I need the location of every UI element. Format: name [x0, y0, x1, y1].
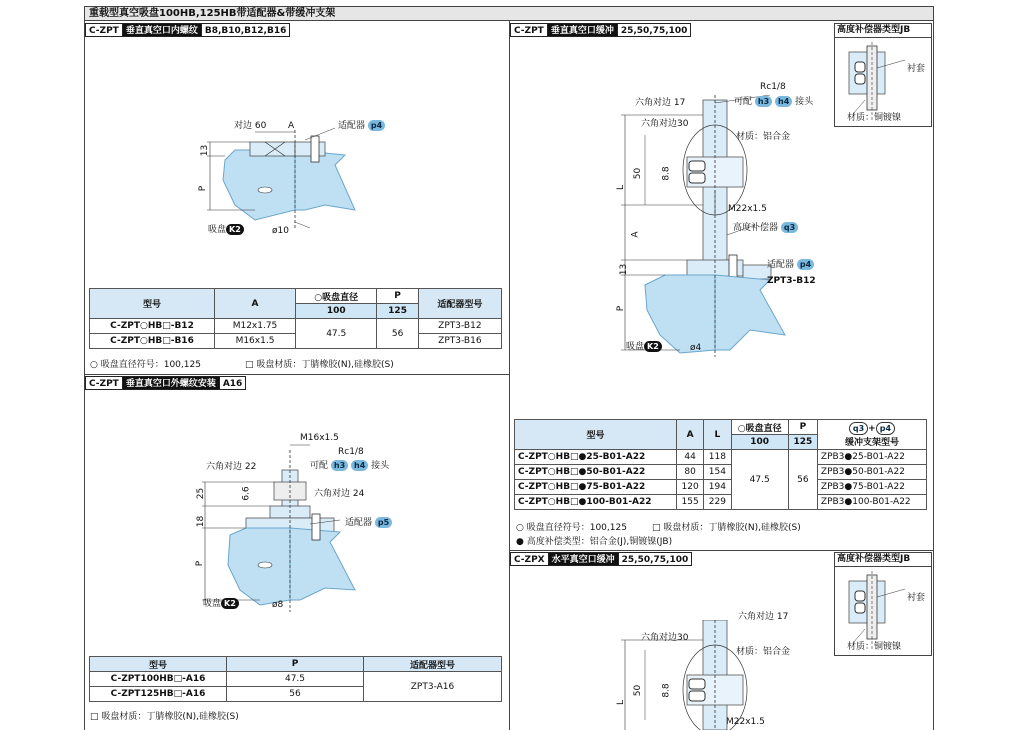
- section3-tag: [510, 23, 691, 37]
- s1-th-model: 型号: [90, 289, 215, 319]
- table-row: C-ZPT○HB□●50-B01-A22: [515, 465, 677, 480]
- section4-desc: 水平真空口缓冲: [549, 553, 618, 565]
- section2-desc: 垂直真空口外螺纹安装: [123, 377, 219, 389]
- s2-h4-icon: h4: [351, 460, 368, 471]
- s1-pad-label: [208, 224, 244, 236]
- table-row: C-ZPT125HB□-A16: [90, 687, 227, 702]
- s3-zpt-label: ZPT3-B12: [767, 276, 816, 286]
- s3-th-model: 型号: [515, 420, 677, 450]
- s3-adapter-label: [767, 259, 814, 271]
- s2-p-label: P: [195, 560, 206, 567]
- s1-th-p: P: [377, 289, 418, 304]
- table-row: C-ZPT○HB□●100-B01-A22: [515, 495, 677, 510]
- section3-desc: 垂直真空口缓冲: [548, 24, 617, 36]
- s3-hex17-label: 六角对边 17: [635, 98, 686, 108]
- s3-th-bracket: [817, 420, 926, 450]
- s2-phi-label: ø8: [272, 600, 284, 610]
- s3-q3p4: [821, 422, 923, 435]
- s4-jb-box: [834, 552, 932, 656]
- s3-jb-box: [834, 23, 932, 127]
- table-row: C-ZPT○HB□-B12: [90, 319, 215, 334]
- s3-q3-icon: q3: [781, 222, 798, 233]
- s3-cell-a4: 155: [677, 495, 704, 510]
- s2-table: [89, 656, 502, 702]
- s4-l-label: L: [616, 699, 627, 706]
- s1-th-dia: ○吸盘直径: [296, 289, 377, 304]
- s1-th-a: A: [215, 289, 296, 319]
- s3-cell-l4: 229: [704, 495, 731, 510]
- s4-hex30-label: 六角对边30: [641, 633, 689, 643]
- s3-joint-label: [734, 96, 813, 108]
- s3-cell-a2: 80: [677, 465, 704, 480]
- s2-pad-label: [203, 598, 239, 610]
- section4-variants: 25,50,75,100: [618, 553, 692, 565]
- s1-th-125: 125: [377, 304, 418, 319]
- s3-dim13: 13: [619, 263, 630, 276]
- s3-possible-text: 可配: [734, 97, 753, 107]
- s3-h4-icon: h4: [775, 96, 792, 107]
- s1-adapter-text: 适配器: [338, 121, 366, 131]
- s1-k2-icon: K2: [226, 224, 244, 235]
- s3-th-100: 100: [731, 435, 788, 450]
- s3-l-label: L: [616, 184, 627, 191]
- s1-th-adapter: 适配器型号: [418, 289, 501, 319]
- table-row: C-ZPT100HB□-A16: [90, 672, 227, 687]
- s1-cell-adapter1: ZPT3-B12: [418, 319, 501, 334]
- s1-a-label: A: [288, 121, 295, 131]
- s3-jb-material: 材质：铜镀镍: [847, 113, 902, 123]
- s1-cell-p125: 56: [377, 319, 418, 349]
- s3-table: [514, 419, 927, 510]
- s2-pad-text: 吸盘: [203, 599, 222, 609]
- s3-comp-label: [733, 222, 798, 234]
- s2-note1: □ 吸盘材质：丁腈橡胶(N),硅橡胶(S): [90, 712, 239, 722]
- s3-comp-text: 高度补偿器: [733, 223, 779, 233]
- section2-variants: A16: [219, 377, 246, 389]
- s1-p-label: P: [198, 185, 209, 192]
- s3-jb-title: 高度补偿器类型JB: [835, 24, 931, 38]
- s3-adapter-text: 适配器: [767, 260, 795, 270]
- s3-cell-p125: 56: [788, 450, 817, 510]
- s2-p5-icon: p5: [375, 517, 392, 528]
- s3-rc-label: Rc1/8: [760, 82, 786, 92]
- section3-variants: 25,50,75,100: [617, 24, 691, 36]
- section1-tag: [85, 23, 290, 37]
- s3-phi-label: ø4: [690, 343, 702, 353]
- s3-joint-text: 接头: [795, 97, 814, 107]
- s2-hex24-label: 六角对边 24: [314, 489, 365, 499]
- s2-joint-label: [310, 460, 389, 472]
- s3-note3: ● 高度补偿类型：铝合金(J),铜镀镍(JB): [516, 537, 673, 547]
- s3-th-p: P: [788, 420, 817, 435]
- s1-cell-adapter2: ZPT3-B16: [418, 334, 501, 349]
- s1-cell-a1: M12x1.75: [215, 319, 296, 334]
- s1-p4-icon: p4: [368, 120, 385, 131]
- s3-th-125: 125: [788, 435, 817, 450]
- s3-note2: □ 吸盘材质：丁腈橡胶(N),硅橡胶(S): [652, 523, 801, 533]
- section3-code: C-ZPT: [511, 24, 548, 36]
- s3-th-bracket-text: 缓冲支架型号: [844, 437, 899, 448]
- section-divider-left: [85, 374, 509, 375]
- s3-cell-br2: ZPB3●50-B01-A22: [817, 465, 926, 480]
- s3-cell-a1: 44: [677, 450, 704, 465]
- s3-cell-br4: ZPB3●100-B01-A22: [817, 495, 926, 510]
- table-row: C-ZPT○HB□●75-B01-A22: [515, 480, 677, 495]
- s1-cell-p100: 47.5: [296, 319, 377, 349]
- s2-dim25: 25: [196, 487, 207, 500]
- s4-dim50: 50: [633, 684, 644, 697]
- s4-mat-label: 材质：铝合金: [736, 647, 791, 657]
- column-divider: [509, 21, 510, 730]
- s3-k2-icon: K2: [644, 341, 662, 352]
- s3-dim50: 50: [633, 167, 644, 180]
- s4-jb-sleeve: 衬套: [907, 593, 926, 603]
- table-row: C-ZPT○HB□●25-B01-A22: [515, 450, 677, 465]
- s1-adapter-label: [338, 120, 385, 132]
- section1-variants: B8,B10,B12,B16: [201, 24, 290, 36]
- s2-adapter-text: 适配器: [345, 518, 373, 528]
- s3-th-plus: +: [868, 423, 876, 434]
- section1-desc: 垂直真空口内螺纹: [123, 24, 201, 36]
- s3-th-a: A: [677, 420, 704, 450]
- page-title: 重载型真空吸盘100HB,125HB带适配器&带缓冲支架: [85, 7, 933, 21]
- s3-note1: ○ 吸盘直径符号：100,125: [516, 523, 627, 533]
- s4-jb-material: 材质：铜镀镍: [847, 642, 902, 652]
- s1-pad-text: 吸盘: [208, 225, 227, 235]
- s2-joint-text: 接头: [371, 461, 390, 471]
- s3-pad-label: [626, 341, 662, 353]
- table-row: C-ZPT○HB□-B16: [90, 334, 215, 349]
- s1-table: [89, 288, 502, 349]
- s2-cell-adapter: ZPT3-A16: [364, 672, 502, 702]
- s2-th-model: 型号: [90, 657, 227, 672]
- s2-cell-p2: 56: [227, 687, 364, 702]
- section2-code: C-ZPT: [86, 377, 123, 389]
- s3-dim88: 8.8: [661, 166, 672, 181]
- s3-th-l: L: [704, 420, 731, 450]
- s3-cell-p100: 47.5: [731, 450, 788, 510]
- s2-th-adapter: 适配器型号: [364, 657, 502, 672]
- s2-k2-icon: K2: [221, 598, 239, 609]
- s2-h3-icon: h3: [331, 460, 348, 471]
- s3-cell-a3: 120: [677, 480, 704, 495]
- s3-p4-icon: p4: [797, 259, 814, 270]
- section2-tag: [85, 376, 246, 390]
- s2-cell-p1: 47.5: [227, 672, 364, 687]
- s3-cell-br1: ZPB3●25-B01-A22: [817, 450, 926, 465]
- s1-note2: □ 吸盘材质：丁腈橡胶(N),硅橡胶(S): [245, 360, 394, 370]
- s3-p-label: P: [616, 305, 627, 312]
- s3-hex30-label: 六角对边30: [641, 119, 689, 129]
- s1-note1: ○ 吸盘直径符号：100,125: [90, 360, 201, 370]
- s2-hex22-label: 六角对边 22: [206, 462, 257, 472]
- s2-rc-label: Rc1/8: [338, 447, 364, 457]
- s3-jb-sleeve: 衬套: [907, 64, 926, 74]
- s2-adapter-label: [345, 517, 392, 529]
- s3-mat-label: 材质：铝合金: [736, 132, 791, 142]
- s2-m16-label: M16x1.5: [300, 433, 339, 443]
- s1-phi-label: ø10: [272, 226, 289, 236]
- s3-cell-l1: 118: [704, 450, 731, 465]
- s2-th-p: P: [227, 657, 364, 672]
- s1-cell-a2: M16x1.5: [215, 334, 296, 349]
- s1-hex-label: 对边 60: [234, 121, 267, 131]
- s4-m22-label: M22x1.5: [726, 717, 765, 727]
- s4-jb-title: 高度补偿器类型JB: [835, 553, 931, 567]
- s2-dim66: 6.6: [241, 486, 252, 501]
- s3-cell-l3: 194: [704, 480, 731, 495]
- s2-possible-text: 可配: [310, 461, 329, 471]
- s3-th-dia: ○吸盘直径: [731, 420, 788, 435]
- s3-pad-text: 吸盘: [626, 342, 645, 352]
- s3-m22-label: M22x1.5: [728, 204, 767, 214]
- s1-th-100: 100: [296, 304, 377, 319]
- section-divider-right: [510, 550, 934, 551]
- s4-dim88: 8.8: [661, 683, 672, 698]
- s3-cell-l2: 154: [704, 465, 731, 480]
- section4-code: C-ZPX: [511, 553, 549, 565]
- s2-dim18: 18: [196, 515, 207, 528]
- s3-cell-br3: ZPB3●75-B01-A22: [817, 480, 926, 495]
- s4-hex17-label: 六角对边 17: [738, 612, 789, 622]
- section1-code: C-ZPT: [86, 24, 123, 36]
- s3-th-p4-icon: p4: [876, 422, 895, 435]
- s1-dim13: 13: [200, 144, 211, 157]
- s3-h3-icon: h3: [755, 96, 772, 107]
- s3-a-label: A: [630, 231, 641, 238]
- s3-th-q3-icon: q3: [849, 422, 868, 435]
- section4-tag: [510, 552, 692, 566]
